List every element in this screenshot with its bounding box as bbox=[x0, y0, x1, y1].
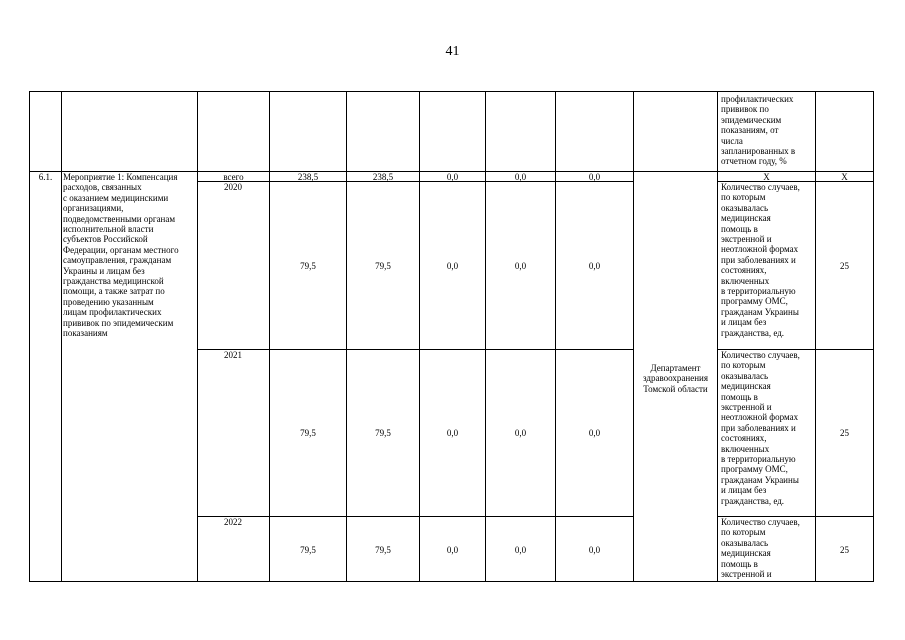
year-target: 25 bbox=[840, 545, 849, 555]
year-value: 0,0 bbox=[446, 428, 459, 438]
year-value: 79,5 bbox=[375, 428, 391, 438]
year-label: 2021 bbox=[224, 350, 242, 360]
year-indicator: Количество случаев, по которым оказывалась медицинская помощь в экстренной и неотложной формах при заболеваниях и состояниях, включенных в территориальную программу ОМС, гражданам Украины и лицам без гражданства, ед. bbox=[721, 350, 800, 506]
table-border-top bbox=[29, 91, 874, 92]
col-line bbox=[717, 91, 718, 582]
year-value: 79,5 bbox=[300, 545, 316, 555]
year-target: 25 bbox=[840, 428, 849, 438]
year-value: 0,0 bbox=[446, 261, 459, 271]
table-border-left bbox=[29, 91, 30, 582]
year-label: 2020 bbox=[224, 182, 242, 192]
col-line bbox=[633, 91, 634, 582]
year-value: 0,0 bbox=[514, 428, 527, 438]
program-table bbox=[29, 91, 874, 582]
col-line bbox=[485, 91, 486, 582]
total-indicator: Х bbox=[763, 172, 770, 182]
year-value: 0,0 bbox=[588, 428, 601, 438]
year-indicator: Количество случаев, по которым оказывалась медицинская помощь в экстренной и bbox=[721, 517, 800, 580]
col-line bbox=[269, 91, 270, 582]
col-line bbox=[197, 91, 198, 582]
year-value: 79,5 bbox=[375, 545, 391, 555]
year-label: 2022 bbox=[224, 517, 242, 527]
table-border-right bbox=[873, 91, 874, 582]
total-value: 238,5 bbox=[372, 172, 394, 182]
total-value: 0,0 bbox=[588, 172, 601, 182]
measure-title: Мероприятие 1: Компенсация расходов, связанных с оказанием медицинскими организациями, подведомственными органам исполнительной власти субъектов Российской Федерации, органам местного самоуправления, гражданам Украины и лицам без гражданства медицинской помощи, а также затрат по проведению указанным лицам профилактических прививок по эпидемическим показаниям bbox=[63, 172, 179, 339]
col-line bbox=[61, 91, 62, 582]
total-value: 0,0 bbox=[446, 172, 459, 182]
year-indicator: Количество случаев, по которым оказывалась медицинская помощь в экстренной и неотложной формах при заболеваниях и состояниях, включенных в территориальную программу ОМС, гражданам Украины и лицам без гражданства, ед. bbox=[721, 182, 800, 338]
page-number: 41 bbox=[445, 44, 460, 59]
col-line bbox=[346, 91, 347, 582]
col-line bbox=[555, 91, 556, 582]
total-value: 238,5 bbox=[297, 172, 319, 182]
indicator-continuation: профилактических прививок по эпидемическим показаниям, от числа запланированных в отчетном году, % bbox=[721, 94, 796, 167]
year-value: 79,5 bbox=[375, 261, 391, 271]
total-label: всего bbox=[223, 172, 244, 182]
col-line bbox=[419, 91, 420, 582]
executor: Департамент здравоохранения Томской области bbox=[642, 363, 708, 394]
table-border-bottom bbox=[29, 581, 874, 582]
year-value: 79,5 bbox=[300, 261, 316, 271]
year-value: 79,5 bbox=[300, 428, 316, 438]
year-value: 0,0 bbox=[588, 545, 601, 555]
year-target: 25 bbox=[840, 261, 849, 271]
year-value: 0,0 bbox=[514, 261, 527, 271]
total-target: Х bbox=[841, 172, 848, 182]
total-value: 0,0 bbox=[514, 172, 527, 182]
row-number: 6.1. bbox=[38, 172, 53, 182]
year-value: 0,0 bbox=[514, 545, 527, 555]
year-value: 0,0 bbox=[588, 261, 601, 271]
col-line bbox=[815, 91, 816, 582]
year-value: 0,0 bbox=[446, 545, 459, 555]
